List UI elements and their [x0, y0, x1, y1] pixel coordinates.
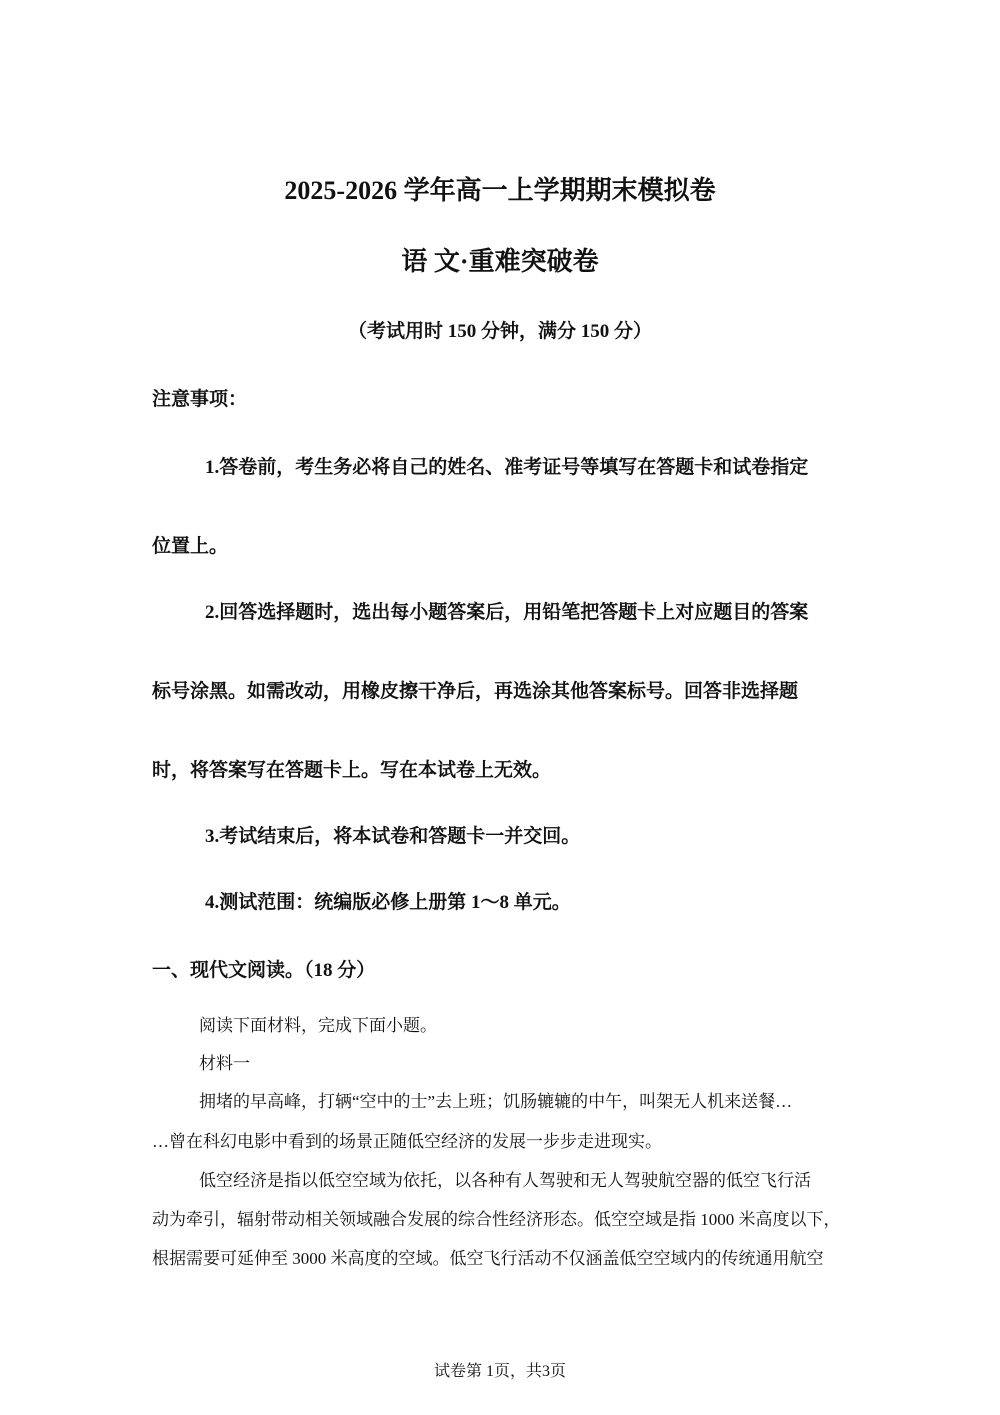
paragraph-1-line-1: 拥堵的早高峰，打辆“空中的士”去上班；饥肠辘辘的中午，叫架无人机来送餐…: [199, 1092, 793, 1111]
notice-item-3: 3.考试结束后，将本试卷和答题卡一并交回。: [205, 826, 581, 847]
exam-subtitle: 语 文·重难突破卷: [401, 247, 599, 276]
paragraph-1-line-2: …曾在科幻电影中看到的场景正随低空经济的发展一步步走进现实。: [152, 1132, 662, 1151]
notice-item-4: 4.测试范围：统编版必修上册第 1～8 单元。: [205, 892, 571, 913]
notice-item-1-line-2: 位置上。: [152, 536, 229, 557]
paragraph-2-line-3: 根据需要可延伸至 3000 米高度的空域。低空飞行活动不仅涵盖低空空域内的传统通用航空: [152, 1249, 824, 1268]
exam-title: 2025-2026 学年高一上学期期末模拟卷: [284, 176, 716, 205]
paragraph-2-line-2: 动为牵引，辐射带动相关领域融合发展的综合性经济形态。低空空域是指 1000 米高度以下，: [152, 1210, 841, 1229]
notice-item-2-line-1: 2.回答选择题时，选出每小题答案后，用铅笔把答题卡上对应题目的答案: [205, 602, 809, 623]
exam-info: （考试用时 150 分钟，满分 150 分）: [347, 321, 652, 342]
section-heading: 一、现代文阅读。（18 分）: [152, 960, 376, 981]
notice-item-2-line-3: 时，将答案写在答题卡上。写在本试卷上无效。: [152, 760, 552, 781]
notice-item-1-line-1: 1.答卷前，考生务必将自己的姓名、准考证号等填写在答题卡和试卷指定: [205, 457, 809, 478]
reading-instruction: 阅读下面材料，完成下面小题。: [199, 1016, 437, 1035]
notice-heading: 注意事项：: [152, 389, 248, 410]
notice-item-2-line-2: 标号涂黑。如需改动，用橡皮擦干净后，再选涂其他答案标号。回答非选择题: [152, 681, 799, 702]
paragraph-2-line-1: 低空经济是指以低空空域为依托，以各种有人驾驶和无人驾驶航空器的低空飞行活: [199, 1171, 811, 1190]
material-label: 材料一: [199, 1054, 250, 1073]
page-footer: 试卷第 1页，共3页: [433, 1363, 566, 1380]
